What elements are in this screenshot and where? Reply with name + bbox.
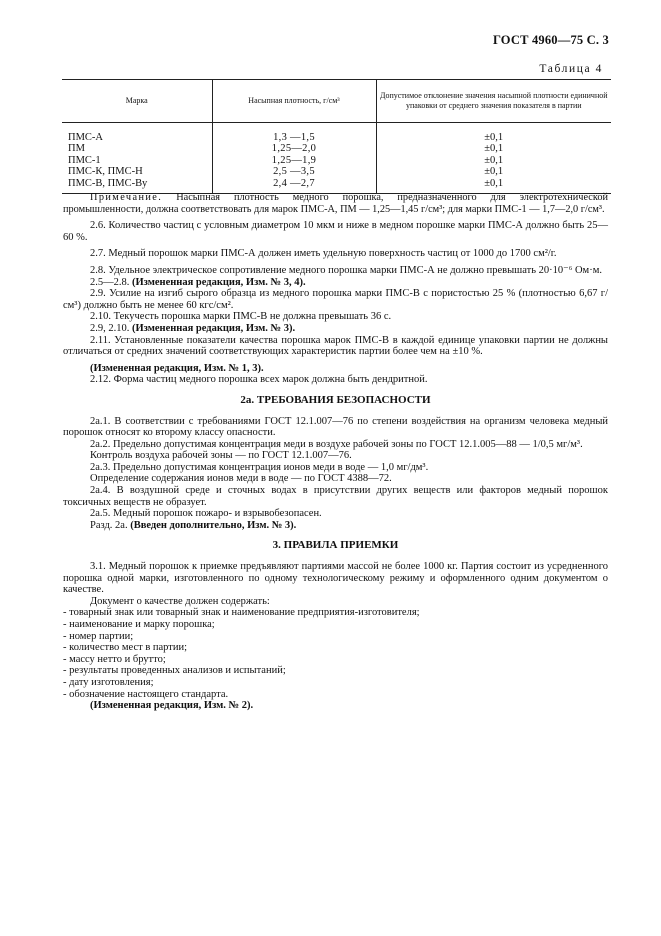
- table-row: [62, 123, 611, 194]
- document-contents-intro: Документ о качестве должен содержать:: [90, 595, 270, 607]
- edit-text: (Измененная редакция, Изм. № 3, 4).: [132, 276, 306, 288]
- deviation-value: ±0,1: [484, 177, 504, 189]
- list-item: - дату изготовления;: [63, 676, 154, 688]
- column-header-density: Насыпная плотность, г/см³: [212, 80, 376, 123]
- table-header-row: [62, 80, 611, 123]
- edit-text: (Измененная редакция, Изм. № 3).: [132, 322, 296, 334]
- list-item: - количество мест в партии;: [63, 642, 188, 654]
- edit-range: 2.9, 2.10.: [90, 322, 130, 334]
- table-note: [63, 192, 608, 215]
- paragraph-2-12: 2.12. Форма частиц медного порошка всех марок должна быть дендритной.: [90, 374, 428, 386]
- mark-cell: [62, 123, 212, 194]
- document-body: [63, 192, 608, 712]
- paragraph-2-6: 2.6. Количество частиц с условным диаметром 10 мкм и ниже в медном порошке марки ПМС-А должно быть 25—60 %.: [63, 220, 608, 243]
- list-item: - обозначение настоящего стандарта.: [63, 688, 229, 700]
- list-item: - номер партии;: [63, 630, 134, 642]
- edit-note-2-11: (Измененная редакция, Изм. № 1, 3).: [90, 362, 264, 374]
- deviation-value: ±0,1: [484, 143, 504, 155]
- column-header-mark: Марка: [62, 80, 212, 123]
- edit-range: 2.5—2.8.: [90, 276, 130, 288]
- paragraph-2a-5: 2а.5. Медный порошок пожаро- и взрывобезопасен.: [90, 508, 322, 520]
- paragraph-2-10: 2.10. Текучесть порошка марки ПМС-В не должна превышать 36 с.: [90, 311, 392, 323]
- edit-text: (Введен дополнительно, Изм. № 3).: [130, 519, 297, 531]
- note-text: Насыпная плотность медного порошка, предназначенного для электротехнической промышленности, должна соответствовать для марок ПМС-А, ПМ — 1,25—1,45 г/см³; для марки ПМС-1 — 1,7—2,0 г/см³.: [63, 192, 608, 215]
- density-cell: [212, 123, 376, 194]
- deviation-value: ±0,1: [484, 154, 504, 166]
- deviation-value: ±0,1: [484, 166, 504, 178]
- deviation-value: ±0,1: [484, 132, 504, 143]
- deviation-cell: [376, 123, 611, 194]
- paragraph-2-11: 2.11. Установленные показатели качества порошка марок ПМС-В в каждой единице упаковки партии не должны отличаться от средних значений соответствующих характеристик партии более чем на ±10 %.: [63, 334, 608, 358]
- paragraph-2a-4: 2а.4. В воздушной среде и сточных водах в присутствии других веществ или факторов медный порошок токсичных веществ не образует.: [63, 485, 608, 508]
- list-item: - товарный знак или товарный знак и наименование предприятия-изготовителя;: [63, 607, 420, 619]
- paragraph-2a-2: 2а.2. Предельно допустимая концентрация меди в воздухе рабочей зоны по ГОСТ 12.1.005—88 — 1/0,5 мг/м³.: [90, 438, 583, 450]
- density-value: 1,25—1,9: [271, 154, 317, 166]
- list-item: - наименование и марку порошка;: [63, 619, 215, 630]
- note-label: Примечание.: [90, 192, 163, 203]
- list-item: - массу нетто и брутто;: [63, 653, 166, 665]
- paragraph-2a-1: 2а.1. В соответствии с требованиями ГОСТ 12.1.007—76 по степени воздействия на организм человека медный порошок относят ко второму классу опасности.: [63, 415, 608, 439]
- edit-note-2-5: [90, 277, 608, 289]
- table-caption: Таблица 4: [539, 63, 603, 75]
- page-header: ГОСТ 4960—75 С. 3: [492, 33, 609, 47]
- table-4: [62, 79, 611, 194]
- column-header-deviation: Допустимое отклонение значения насыпной плотности единичной упаковки от среднего значения показателя в партии: [376, 80, 611, 123]
- density-value: 1,3 —1,5: [273, 132, 315, 143]
- edit-note-2-9: [90, 323, 608, 335]
- paragraph-2-7: 2.7. Медный порошок марки ПМС-А должен иметь удельную поверхность частиц от 1000 до 1700 см²/г.: [90, 248, 557, 260]
- density-value: 1,25—2,0: [271, 143, 317, 155]
- mark-value: ПМ: [68, 143, 85, 155]
- paragraph-2a-2b: Контроль воздуха рабочей зоны — по ГОСТ 12.1.007—76.: [90, 450, 352, 462]
- density-value: 2,4 —2,7: [273, 177, 315, 189]
- mark-value: ПМС-К, ПМС-Н: [68, 166, 143, 178]
- edit-note-3: (Измененная редакция, Изм. № 2).: [90, 700, 254, 712]
- edit-range: Разд. 2а.: [90, 519, 128, 531]
- mark-value: ПМС-1: [68, 154, 101, 166]
- mark-value: ПМС-А: [68, 132, 104, 143]
- mark-value: ПМС-В, ПМС-Ву: [68, 177, 148, 189]
- section-2a-title: 2а. ТРЕБОВАНИЯ БЕЗОПАСНОСТИ: [240, 393, 431, 406]
- density-value: 2,5 —3,5: [273, 166, 315, 178]
- paragraph-2a-3b: Определение содержания ионов меди в воде — по ГОСТ 4388—72.: [90, 473, 392, 485]
- edit-note-2a: [90, 520, 608, 532]
- paragraph-2-9: 2.9. Усилие на изгиб сырого образца из медного порошка марки ПМС-В с пористостью 25 % (плотностью 6,67 г/см³) должно быть не менее 60 кгс/см².: [63, 288, 608, 311]
- list-item: - результаты проведенных анализов и испытаний;: [63, 665, 286, 677]
- section-3-title: 3. ПРАВИЛА ПРИЕМКИ: [272, 539, 399, 552]
- paragraph-2-8: 2.8. Удельное электрическое сопротивление медного порошка марки ПМС-А не должно превышать 20·10⁻⁶ Ом·м.: [90, 264, 602, 276]
- paragraph-2a-3: 2а.3. Предельно допустимая концентрация ионов меди в воде — 1,0 мг/дм³.: [90, 461, 429, 473]
- paragraph-3-1: 3.1. Медный порошок к приемке предъявляют партиями массой не более 1000 кг. Партия состоит из усредненного порошка одной марки, изготовленного по одному технологическому режиму и оформленного одним документом о качестве.: [63, 561, 608, 596]
